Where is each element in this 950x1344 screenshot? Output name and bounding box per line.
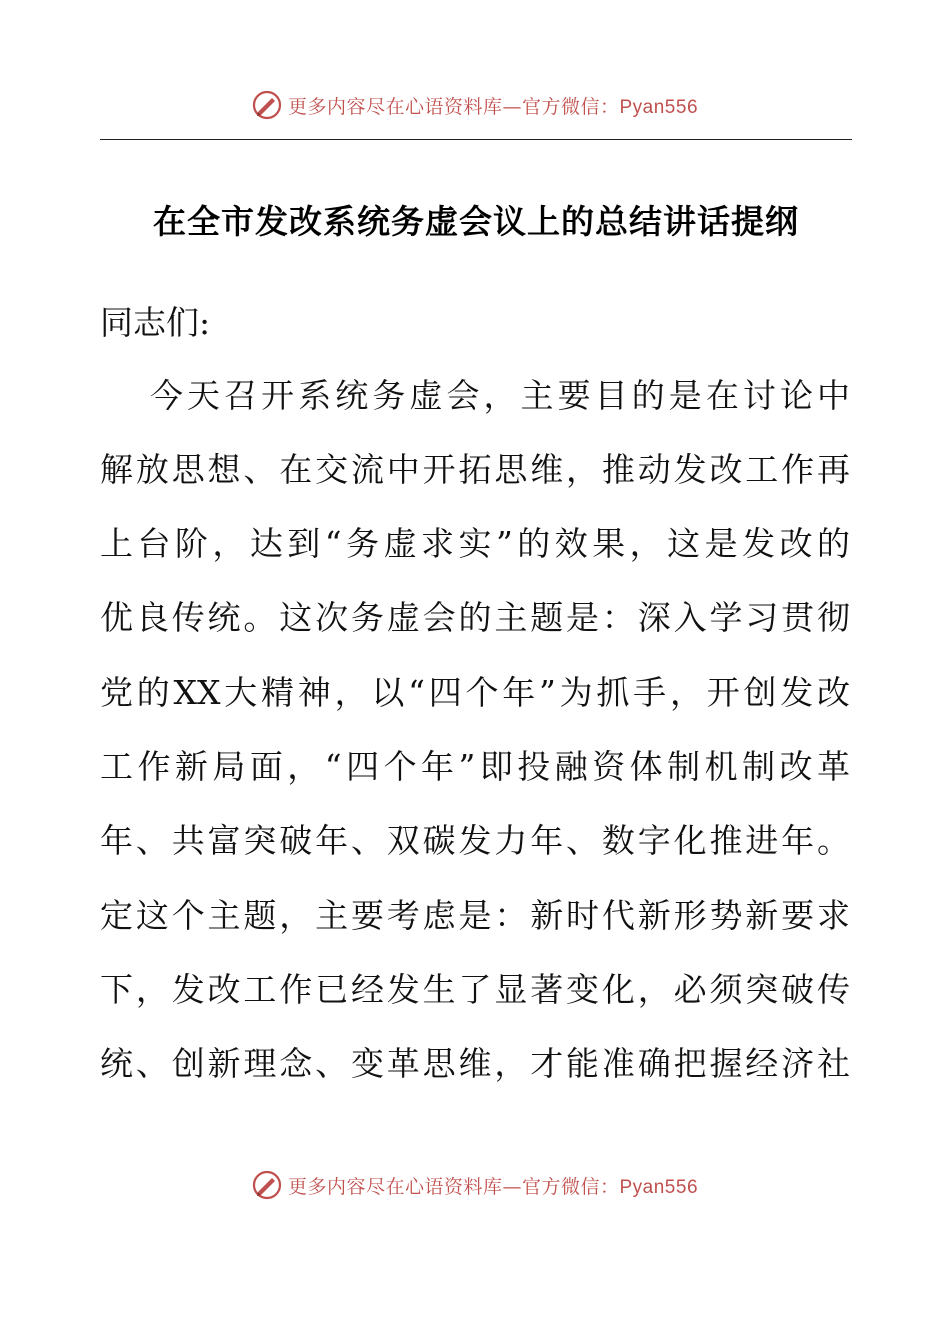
salutation: 同志们: bbox=[100, 303, 211, 342]
body-line: 今天召开系统务虚会，主要目的是在讨论中 bbox=[150, 376, 850, 415]
body-line: 上台阶，达到“务虚求实”的效果，这是发改的 bbox=[100, 524, 850, 563]
body-line: 定这个主题，主要考虑是：新时代新形势新要求 bbox=[100, 896, 850, 935]
pen-logo-icon bbox=[252, 90, 282, 120]
pen-logo-icon bbox=[252, 1170, 282, 1200]
header-watermark-text: 更多内容尽在心语资料库—官方微信：Pyan556 bbox=[287, 95, 699, 118]
header-watermark bbox=[0, 85, 950, 125]
body-line: 下，发改工作已经发生了显著变化，必须突破传 bbox=[100, 970, 850, 1009]
document-title: 在全市发改系统务虚会议上的总结讲话提纲 bbox=[153, 202, 799, 241]
body-line: 统、创新理念、变革思维，才能准确把握经济社 bbox=[100, 1044, 850, 1083]
footer-watermark bbox=[0, 1165, 950, 1205]
body-line: 优良传统。这次务虚会的主题是：深入学习贯彻 bbox=[100, 598, 850, 637]
body-line: 工作新局面，“四个年”即投融资体制机制改革 bbox=[100, 747, 850, 786]
footer-watermark-text: 更多内容尽在心语资料库—官方微信：Pyan556 bbox=[287, 1175, 699, 1198]
body-line: 年、共富突破年、双碳发力年、数字化推进年。 bbox=[100, 821, 850, 860]
header-divider bbox=[100, 139, 852, 140]
body-line: 党的XX大精神，以“四个年”为抓手，开创发改 bbox=[100, 673, 850, 712]
body-line: 解放思想、在交流中开拓思维，推动发改工作再 bbox=[100, 450, 850, 489]
